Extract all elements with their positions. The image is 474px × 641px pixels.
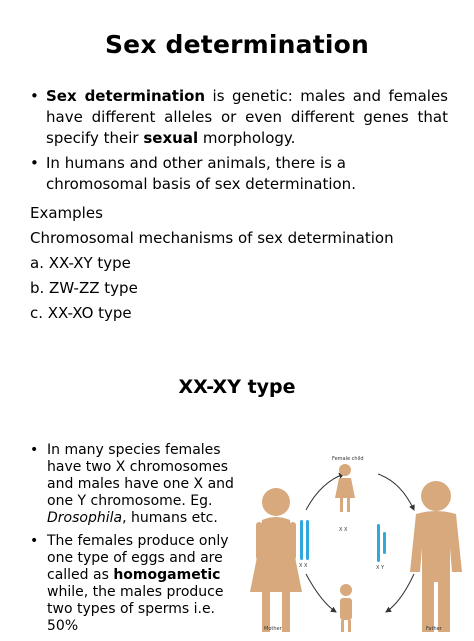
bullet-item	[30, 533, 235, 635]
mechanisms-label: Chromosomal mechanisms of sex determination	[30, 229, 394, 247]
bullet-dot-icon: •	[30, 442, 39, 458]
intro-bullet-list	[30, 86, 448, 199]
bullet-dot-icon: •	[30, 154, 39, 172]
bullet-item	[30, 153, 448, 195]
type-item: b. ZW-ZZ type	[30, 279, 138, 297]
father-label: Father	[426, 626, 442, 632]
bullet-bold-term: sexual	[143, 129, 199, 147]
bullet-text: while, the males produce two types of sperms i.e. 50%	[47, 584, 224, 634]
page-title: Sex determination	[104, 30, 370, 59]
type-item: c. XX-XO type	[30, 304, 132, 322]
female-child-label: Female child	[332, 456, 364, 462]
female-child-chromosomes: X X	[339, 527, 348, 533]
examples-label: Examples	[30, 204, 103, 222]
father-chromosomes-icon	[377, 524, 386, 562]
bullet-dot-icon: •	[30, 533, 39, 549]
bullet-bold-term: Sex determination	[46, 87, 206, 105]
mother-chromosomes-label: X X	[299, 563, 308, 569]
child-figure-icon	[340, 584, 352, 632]
section-title: XX-XY type	[178, 376, 296, 398]
bullet-text: The females produce only one type of eggs and are called as	[47, 533, 229, 583]
mother-figure-icon	[250, 488, 302, 632]
bullet-text: is genetic: males and females have different alleles or even different genes that specify their	[46, 87, 448, 147]
bullet-text: , humans etc.	[122, 510, 218, 526]
bullet-bold-term: homogametic	[113, 567, 221, 583]
mother-chromosomes-icon	[300, 520, 309, 560]
inheritance-figure	[236, 452, 474, 632]
bullet-text: morphology.	[198, 129, 296, 147]
cycle-arrow	[386, 574, 414, 612]
bullet-text: In humans and other animals, there is a chromosomal basis of sex determination.	[46, 154, 356, 193]
bullet-italic-term: Drosophila	[47, 510, 123, 526]
bullet-dot-icon: •	[30, 87, 39, 105]
mother-label: Mother	[264, 626, 282, 632]
cycle-arrow	[306, 574, 336, 612]
bullet-item	[30, 86, 448, 149]
bullet-item	[30, 442, 235, 527]
cycle-arrow	[378, 474, 414, 510]
type-item: a. XX-XY type	[30, 254, 131, 272]
father-chromosomes-label: X Y	[376, 565, 385, 571]
female-child-figure-icon	[335, 464, 355, 512]
father-figure-icon	[410, 481, 462, 632]
bullet-text: In many species females have two X chromosomes and males have one X and one Y chromosome. Eg.	[47, 442, 234, 509]
xy-bullet-list	[30, 442, 235, 641]
